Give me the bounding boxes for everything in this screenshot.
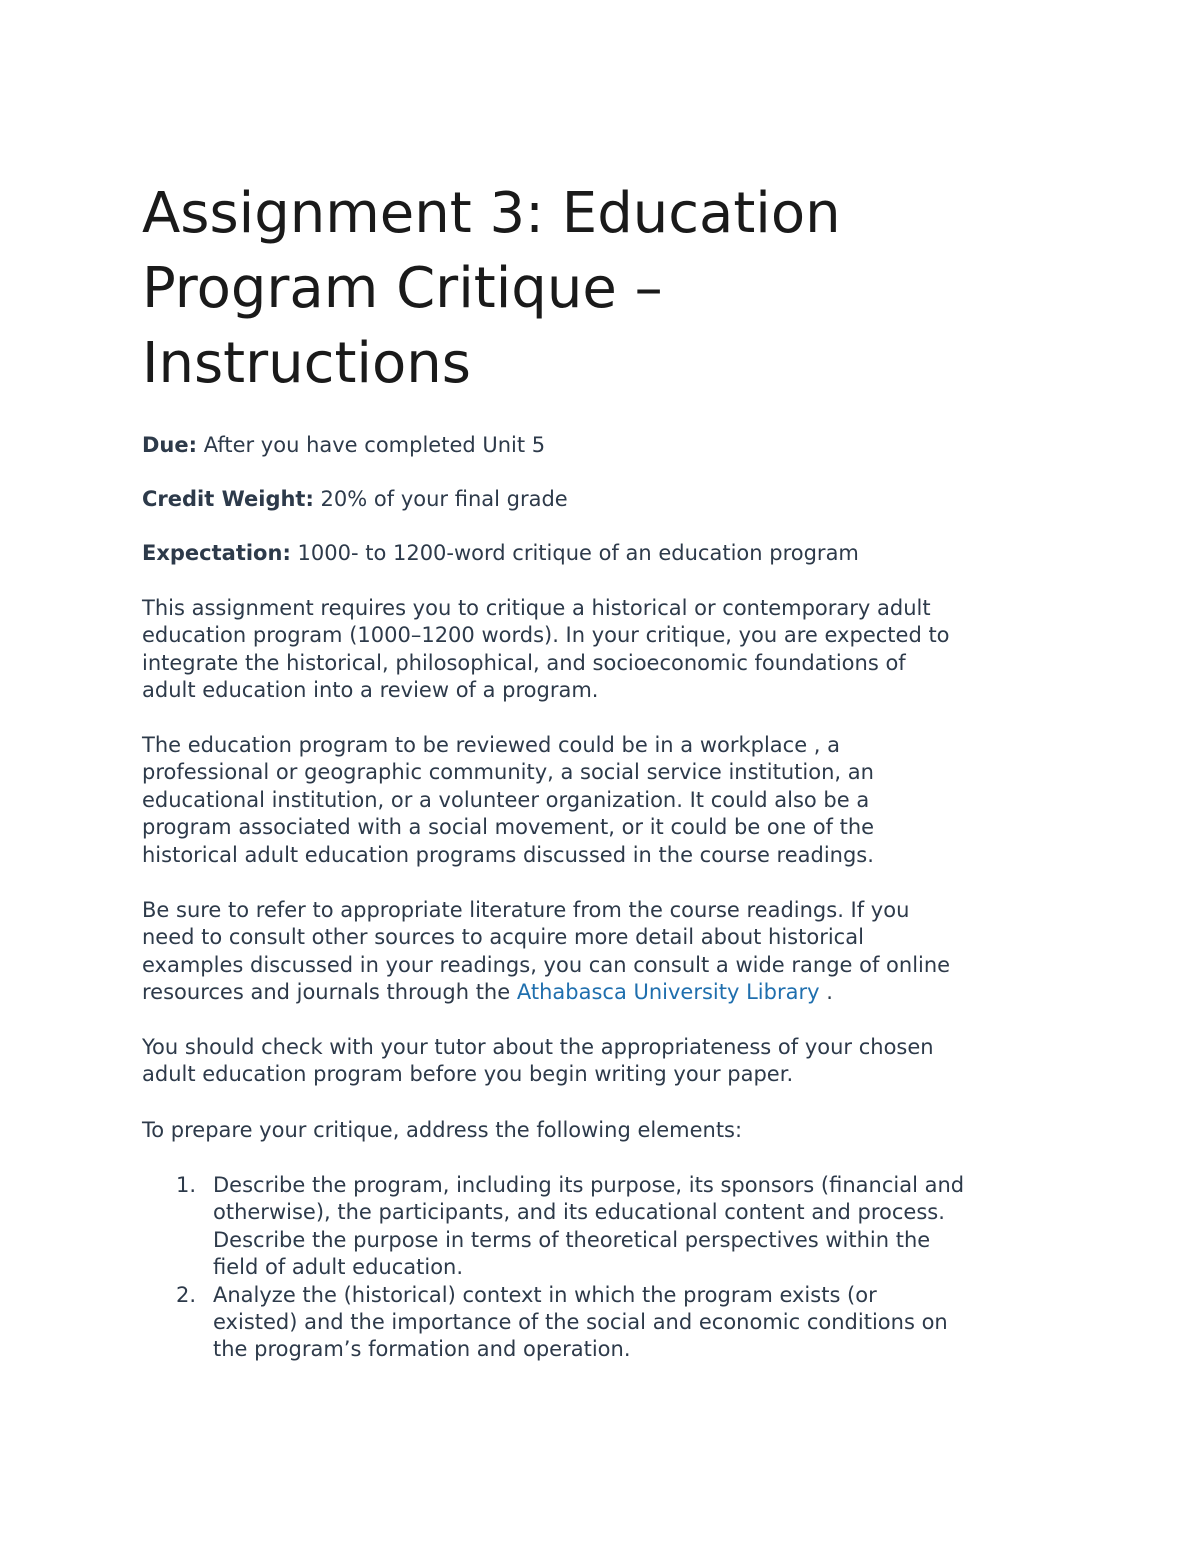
due-line [142, 432, 545, 459]
expectation-value: 1000- to 1200-word critique of an education program [290, 541, 859, 565]
paragraph-line: The education program to be reviewed could be in a workplace , a [142, 733, 841, 757]
expectation-label: Expectation: [142, 541, 291, 565]
list-item-line: Describe the program, including its purpose, its sponsors (financial and [213, 1173, 965, 1197]
title-line-1: Assignment 3: Education [142, 181, 841, 246]
paragraph-text: resources and journals through the [142, 980, 517, 1005]
paragraph-assignment-overview [142, 595, 1072, 705]
list-item-number: 2. [176, 1282, 197, 1307]
list-item-line: Describe the purpose in terms of theoretical perspectives within the [213, 1227, 931, 1252]
paragraph-prepare [142, 1117, 1072, 1144]
paragraph-line: examples discussed in your readings, you can consult a wide range of online [142, 952, 951, 977]
paragraph-line: adult education into a review of a program. [142, 678, 599, 703]
credit-weight-value: 20% of your final grade [313, 487, 568, 511]
paragraph-line: To prepare your critique, address the following elements: [142, 1118, 743, 1142]
paragraph-line: historical adult education programs discussed in the course readings. [142, 842, 874, 867]
list-item-line: existed) and the importance of the social and economic conditions on [213, 1310, 948, 1335]
paragraph-line: need to consult other sources to acquire more detail about historical [142, 925, 864, 950]
due-label: Due: [142, 433, 198, 457]
list-item-line: otherwise), the participants, and its educational content and process. [213, 1200, 945, 1225]
paragraph-line: educational institution, or a volunteer organization. It could also be a [142, 787, 870, 812]
list-item-number: 1. [176, 1173, 197, 1197]
paragraph-line: education program (1000–1200 words). In your critique, you are expected to [142, 623, 950, 648]
paragraph-line: This assignment requires you to critique a historical or contemporary adult [142, 596, 931, 620]
due-value: After you have completed Unit 5 [197, 433, 546, 457]
paragraph-line: You should check with your tutor about the appropriateness of your chosen [142, 1035, 934, 1059]
elements-list [142, 1172, 1072, 1364]
page-title [142, 176, 1072, 401]
paragraph-line: integrate the historical, philosophical, and socioeconomic foundations of [142, 650, 906, 675]
paragraph-line: professional or geographic community, a social service institution, an [142, 760, 874, 785]
title-line-2: Program Critique – [142, 256, 663, 321]
list-item [142, 1282, 1072, 1364]
credit-weight-label: Credit Weight: [142, 487, 314, 511]
paragraph-program-settings [142, 732, 1072, 869]
paragraph-line: adult education program before you begin writing your paper. [142, 1062, 794, 1087]
list-item-line: the program’s formation and operation. [213, 1337, 631, 1362]
list-item [142, 1172, 1072, 1282]
list-item-line: field of adult education. [213, 1255, 464, 1280]
paragraph-line: Be sure to refer to appropriate literature from the course readings. If you [142, 898, 910, 922]
title-line-3: Instructions [142, 331, 471, 396]
expectation-line [142, 540, 859, 567]
paragraph-line: program associated with a social movement, or it could be one of the [142, 815, 875, 840]
credit-weight-line [142, 486, 568, 513]
list-item-line: Analyze the (historical) context in which the program exists (or [213, 1282, 877, 1307]
paragraph-tutor-check [142, 1034, 1072, 1089]
paragraph-text: . [819, 980, 833, 1005]
paragraph-literature [142, 897, 1072, 1007]
athabasca-library-link[interactable]: Athabasca University Library [516, 980, 820, 1005]
paragraph-line-with-link [142, 979, 1072, 1006]
